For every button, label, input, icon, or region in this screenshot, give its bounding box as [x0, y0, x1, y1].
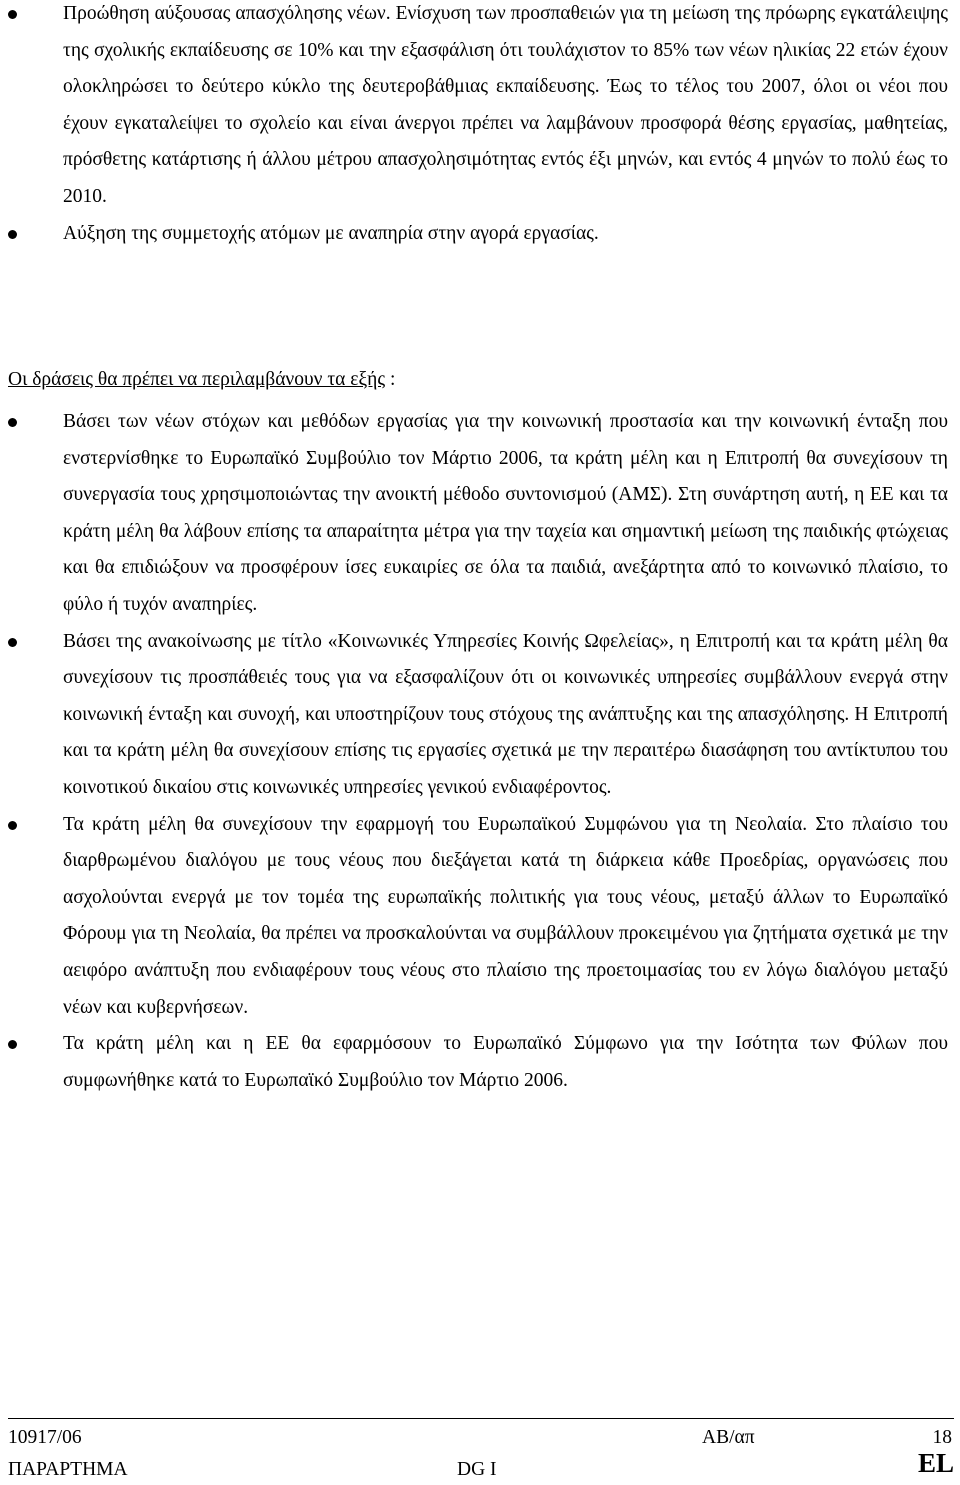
bullet-icon: [8, 821, 17, 830]
list-item: [0, 216, 960, 253]
footer-document-number: 10917/06: [8, 1427, 82, 1448]
list-item-text: Τα κράτη μέλη θα συνεχίσουν την εφαρμογή του Ευρωπαϊκού Συμφώνου για τη Νεολαία. Στο πλαίσιο του διαρθρωμένου διαλόγου με τους νέους που διεξάγεται κατά τη διάρκεια κάθε Προεδρίας, οργανώσεις που ασχολούνται ενεργά με τον τομέα της ευρωπαϊκής πολιτικής για τους νέους, μεταξύ άλλων το Ευρωπαϊκό Φόρουμ για τη Νεολαία, θα πρέπει να προσκαλούνται να συμβάλλουν προκειμένου για ζητήματα σχετικά με την αειφόρο ανάπτυξη που ενδιαφέρουν τους νέους στο πλαίσιο της προετοιμασίας του εν λόγω διαλόγου μεταξύ νέων και κυβερνήσεων.: [63, 813, 948, 1018]
actions-intro-underlined: Οι δράσεις θα πρέπει να περιλαμβάνουν τα εξής: [8, 369, 386, 390]
bullet-icon: [8, 10, 17, 19]
list-item-text: Αύξηση της συμμετοχής ατόμων με αναπηρία στην αγορά εργασίας.: [63, 222, 599, 244]
list-item-text: Βάσει των νέων στόχων και μεθόδων εργασίας για την κοινωνική προστασία και την κοινωνική ένταξη που ενστερνίσθηκε το Ευρωπαϊκό Συμβούλιο τον Μάρτιο 2006, τα κράτη μέλη και η Επιτροπή θα συνεχίσουν τη συνεργασία τους χρησιμοποιώντας την ανοικτή μέθοδο συντονισμού (ΑΜΣ). Στη συνάρτηση αυτή, η ΕΕ και τα κράτη μέλη θα λάβουν επίσης τα απαραίτητα μέτρα για την ταχεία και σημαντική μείωση της παιδικής φτώχειας και θα επιδιώξουν να προσφέρουν ίσες ευκαιρίες σε όλα τα παιδιά, ανεξάρτητα από το κοινωνικό πλαίσιο, το φύλο ή τυχόν αναπηρίες.: [63, 411, 948, 615]
list-item-lead: Προώθηση αύξουσας απασχόλησης νέων.: [63, 3, 391, 24]
objectives-bullet-list: [0, 0, 960, 252]
list-item: [0, 807, 960, 1027]
list-item-text: Ενίσχυση των προσπαθειών για τη μείωση της πρόωρης εγκατάλειψης της σχολικής εκπαίδευσης σε 10% και την εξασφάλιση ότι τουλάχιστον το 85% των νέων ηλικίας 22 ετών έχουν ολοκληρώσει το δεύτερο κύκλο της δευτεροβάθμιας εκπαίδευσης. Έως το τέλος του 2007, όλοι οι νέοι που έχουν εγκαταλείψει το σχολείο και είναι άνεργοι πρέπει να λαμβάνουν προσφορά θέσης εργασίας, μαθητείας, πρόσθετης κατάρτισης ή άλλου μέτρου απασχολησιμότητας εντός έξι μηνών, και εντός 4 μηνών το πολύ έως το 2010.: [63, 3, 948, 207]
footer-page-number: 18: [932, 1427, 952, 1448]
bullet-icon: [8, 638, 17, 647]
actions-intro-suffix: :: [385, 369, 396, 390]
footer-initials: ΑΒ/απ: [702, 1427, 755, 1448]
list-item: [0, 0, 960, 216]
list-item: [0, 624, 960, 807]
bullet-icon: [8, 1040, 17, 1049]
bullet-icon: [8, 418, 17, 427]
bullet-icon: [8, 230, 17, 239]
footer-annex-label: ΠΑΡΑΡΤΗΜΑ: [8, 1459, 128, 1480]
footer-language-code: EL: [917, 1448, 954, 1478]
actions-bullet-list: [0, 404, 960, 1099]
footer-dg-label: DG I: [457, 1459, 497, 1480]
actions-intro-heading: [8, 362, 395, 399]
list-item-text: Βάσει της ανακοίνωσης με τίτλο «Κοινωνικές Υπηρεσίες Κοινής Ωφελείας», η Επιτροπή και τα κράτη μέλη θα συνεχίσουν τις προσπάθειές τους για να εξασφαλίζουν ότι οι κοινωνικές υπηρεσίες συμβάλλουν ενεργά στην κοινωνική ένταξη και συνοχή, και υποστηρίζουν τους στόχους της ανάπτυξης και της απασχόλησης. Η Επιτροπή και τα κράτη μέλη θα συνεχίσουν επίσης τις εργασίες σχετικά με την περαιτέρω διασάφηση του αντίκτυπου του κοινοτικού δικαίου στις κοινωνικές υπηρεσίες γενικού ενδιαφέροντος.: [63, 630, 948, 798]
footer-divider: [8, 1418, 954, 1419]
list-item-text: Τα κράτη μέλη και η ΕΕ θα εφαρμόσουν το Ευρωπαϊκό Σύμφωνο για την Ισότητα των Φύλων που συμφωνήθηκε κατά το Ευρωπαϊκό Συμβούλιο τον Μάρτιο 2006.: [63, 1033, 948, 1091]
list-item: [0, 1026, 960, 1099]
list-item: [0, 404, 960, 624]
